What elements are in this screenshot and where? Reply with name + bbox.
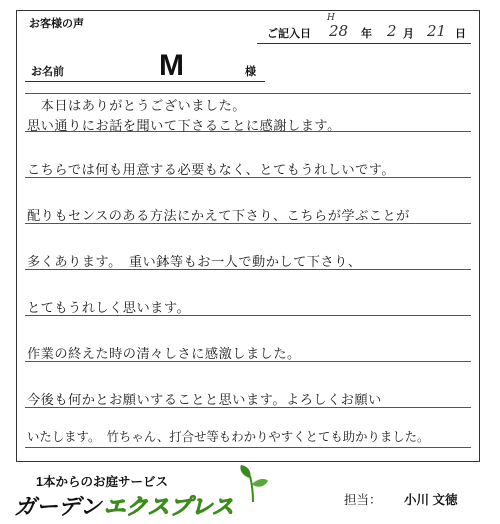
message-line: とてもうれしく思います。	[27, 301, 191, 316]
message-line: 今後も何かとお願いすることと思います。よろしくお願い	[27, 393, 382, 408]
date-day: 21	[427, 22, 447, 40]
date-month: 2	[387, 22, 397, 40]
customer-name: M	[159, 49, 184, 82]
era-mark: H	[327, 13, 335, 23]
brand-express-text: エクスプレス	[103, 494, 234, 519]
message-line: 思い通りにお話を聞いて下さることに感謝します。	[27, 119, 341, 134]
staff-label: 担当：	[344, 493, 382, 507]
leaf-icon	[236, 464, 270, 504]
date-label: ご記入日	[267, 27, 311, 40]
name-field	[25, 49, 265, 82]
message-line: 本日はありがとうございました。	[27, 99, 246, 114]
message-line: 多くあります。 重い鉢等もお一人で動かして下さり、	[27, 255, 362, 270]
year-label: 年	[361, 27, 372, 40]
name-label: お名前	[31, 65, 64, 78]
staff-name: 小川 文徳	[404, 493, 458, 507]
honorific-label: 様	[245, 65, 256, 78]
testimonial-card	[16, 10, 480, 462]
message-line: 作業の終えた時の清々しさに感激しました。	[27, 347, 301, 362]
tagline: 1本からのお庭サービス	[36, 475, 168, 489]
day-label: 日	[455, 27, 466, 40]
ruled-line	[25, 447, 471, 448]
brand-garden-text: ガーデン	[14, 494, 102, 519]
footer	[0, 464, 500, 524]
message-line: 配りもセンスのある方法にかえて下さり、こちらが学ぶことが	[27, 209, 410, 224]
message-line: いたします。 竹ちゃん、打合せ等もわかりやすくとても助かりました。	[27, 429, 430, 444]
date-field	[257, 13, 471, 44]
ruled-line	[25, 93, 471, 94]
date-year: 28	[329, 22, 349, 40]
message-line: こちらでは何も用意する必要もなく、とてもうれしいです。	[27, 163, 396, 178]
month-label: 月	[403, 27, 414, 40]
brand-logo	[14, 490, 234, 518]
section-title: お客様の声	[29, 17, 84, 30]
